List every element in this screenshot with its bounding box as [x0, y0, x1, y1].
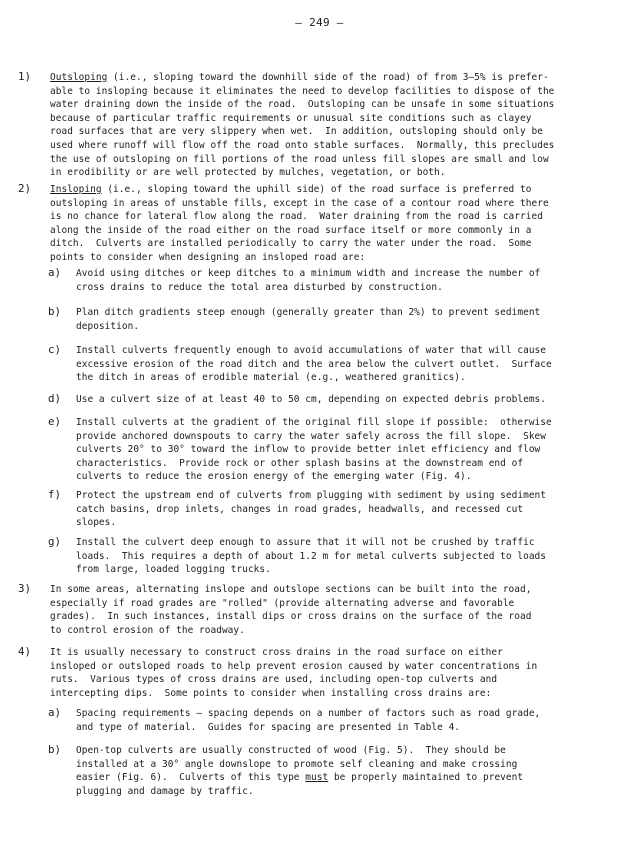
- subitem-text: Open-top culverts are usually constructed of wood (Fig. 5). They should be installed at a 30° angle downslope to promote self cleaning and make crossing easier (Fig. 6). Culverts of this type must be properly maintained to prevent plugging and damage by traffic.: [76, 745, 524, 797]
- paragraph-outsloping: Outsloping (i.e., sloping toward the downhill side of the road) of from 3–5% is prefer- able to insloping because it eliminates the need to develop facilities to dispose of the water draining down the inside of the road. Outsloping can be unsafe in some situations because of particular traffic requirements or unusual site conditions such as clayey road surfaces that are very slippery when wet. In addition, outsloping should only be used where runoff will flow off the road onto stable surfaces. Normally, this precludes the use of outsloping on fill portions of the road unless fill slopes are small and low in erodibility or are well protected by mulches, vegetation, or both.: [50, 72, 555, 179]
- subitem-letter: a): [48, 266, 62, 279]
- subitem-letter: d): [48, 392, 62, 405]
- subitem-text: Install the culvert deep enough to assure that it will not be crushed by traffic loads. This requires a depth of about 1.2 m for metal culverts subjected to loads from large, loaded logging trucks.: [76, 537, 547, 576]
- paragraph-cross-drains: It is usually necessary to construct cross drains in the road surface on either insloped or outsloped roads to help prevent erosion caused by water concentrations in ruts. Various types of cross drains are used, including open-top culverts and intercepting dips. Some points to consider when installing cross drains are:: [50, 647, 538, 699]
- item-number: 3): [18, 582, 32, 595]
- subitem-letter: g): [48, 535, 62, 548]
- subitem-text: Install culverts at the gradient of the original fill slope if possible: otherwise provide anchored downspouts to carry the water safely across the fill slope. Skew culverts 20° to 30° toward the inflow to provide better inlet efficiency and flow characteristics. Provide rock or other splash basins at the downstream end of culverts to reduce the erosion energy of the emerging water (Fig. 4).: [76, 417, 552, 483]
- subitem-letter: b): [48, 743, 62, 756]
- subitem-text: Protect the upstream end of culverts from plugging with sediment by using sediment catch basins, drop inlets, changes in road grades, headwalls, and recessed cut slopes.: [76, 490, 547, 529]
- subitem-text: Plan ditch gradients steep enough (generally greater than 2%) to prevent sediment deposition.: [76, 307, 541, 332]
- subitem-text: Spacing requirements – spacing depends on a number of factors such as road grade, and type of material. Guides for spacing are presented in Table 4.: [76, 708, 541, 733]
- subitem-text: Install culverts frequently enough to avoid accumulations of water that will cause excessive erosion of the road ditch and the area below the culvert outlet. Surface the ditch in areas of erodible material (e.g., weathered granitics).: [76, 345, 552, 384]
- subitem-letter: f): [48, 488, 62, 501]
- paragraph-alternating: In some areas, alternating inslope and outslope sections can be built into the road, especially if road grades are "rolled" (provide alternating adverse and favorable grades). In such instances, install dips or cross drains on the surface of the road to control erosion of the roadway.: [50, 584, 532, 636]
- item-number: 1): [18, 70, 32, 83]
- term-insloping: Insloping: [50, 184, 102, 195]
- emphasis-must: must: [305, 772, 329, 784]
- term-outsloping: Outsloping: [50, 72, 108, 83]
- subitem-letter: e): [48, 415, 62, 428]
- subitem-letter: a): [48, 706, 62, 719]
- subitem-letter: c): [48, 343, 62, 356]
- item-number: 4): [18, 645, 32, 658]
- paragraph-insloping: Insloping (i.e., sloping toward the uphill side) of the road surface is preferred to outsloping in areas of unstable fills, except in the case of a contour road where there is no chance for lateral flow along the road. Water draining from the road is carried along the inside of the road either on the road surface itself or more commonly in a ditch. Culverts are installed periodically to carry the water under the road. Some points to consider when designing an insloped road are:: [50, 184, 549, 263]
- subitem-text: Use a culvert size of at least 40 to 50 cm, depending on expected debris problems.: [76, 394, 547, 405]
- page-number: – 249 –: [295, 16, 344, 29]
- subitem-letter: b): [48, 305, 62, 318]
- subitem-text: Avoid using ditches or keep ditches to a minimum width and increase the number of cross drains to reduce the total area disturbed by construction.: [76, 268, 541, 293]
- item-number: 2): [18, 182, 32, 195]
